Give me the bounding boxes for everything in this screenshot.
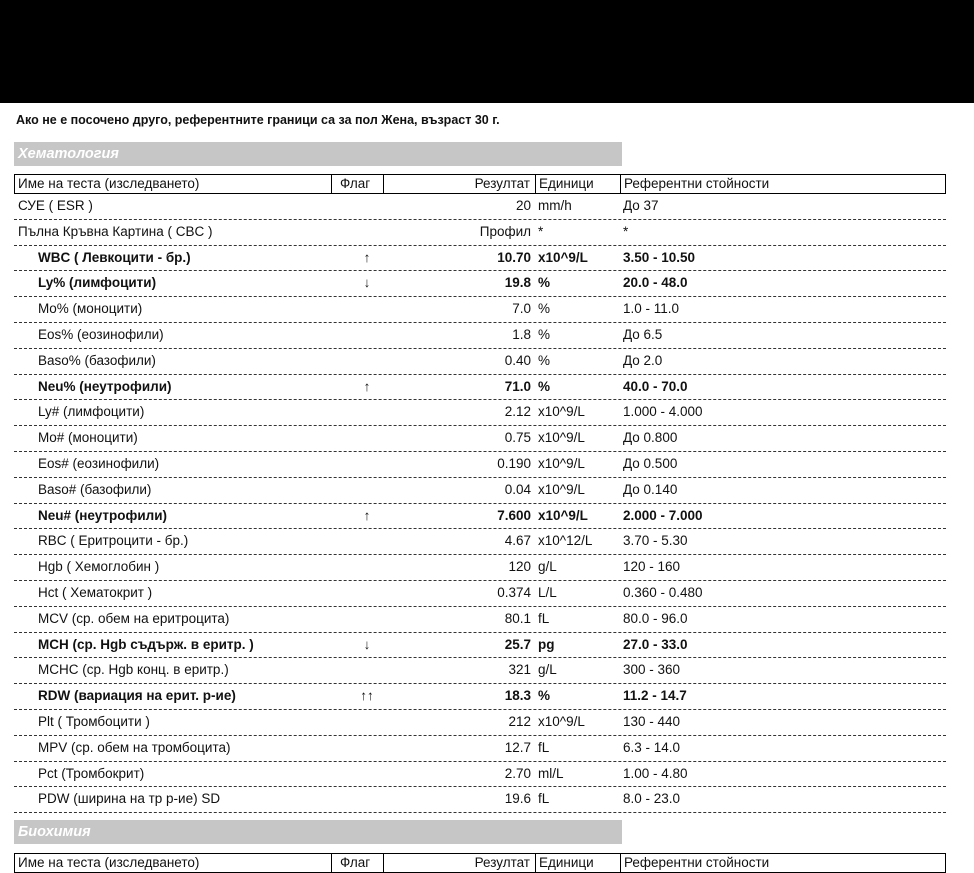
reference-range: 130 - 440	[623, 713, 681, 729]
reference-range: До 2.0	[623, 352, 663, 368]
result-value: 10.70	[497, 249, 531, 265]
test-name: Mo% (моноцити)	[38, 301, 143, 317]
result-value: 321	[508, 662, 531, 678]
result-value: 120	[508, 559, 531, 575]
unit-label: x10^9/L	[538, 249, 588, 265]
unit-label: L/L	[538, 584, 557, 600]
table-row	[14, 400, 946, 426]
table-row	[14, 323, 946, 349]
top-black-bar	[0, 0, 974, 103]
result-value: 4.67	[504, 533, 531, 549]
test-name: Plt ( Тромбоцити )	[38, 713, 150, 729]
column-divider	[535, 854, 536, 872]
table-row	[14, 581, 946, 607]
table-row	[14, 787, 946, 813]
table-row	[14, 297, 946, 323]
result-value: 71.0	[504, 378, 531, 394]
column-header-flag: Флаг	[340, 855, 371, 870]
unit-label: x10^9/L	[538, 713, 585, 729]
test-name: Pct (Тромбокрит)	[38, 765, 145, 781]
result-value: 0.40	[504, 352, 531, 368]
reference-range: 3.50 - 10.50	[623, 249, 696, 265]
table-row	[14, 736, 946, 762]
table-row	[14, 194, 946, 220]
unit-label: %	[538, 275, 551, 291]
table-row	[14, 426, 946, 452]
test-name: Пълна Кръвна Картина ( CBC )	[18, 223, 213, 239]
section-header-hematology: Хематология	[14, 142, 622, 166]
test-name: MCH (ср. Hgb съдърж. в еритр. )	[38, 636, 254, 652]
reference-range: 300 - 360	[623, 662, 681, 678]
column-divider	[331, 175, 332, 193]
test-name: WBC ( Левкоцити - бр.)	[38, 249, 191, 265]
unit-label: %	[538, 352, 551, 368]
column-divider	[331, 854, 332, 872]
reference-range: 20.0 - 48.0	[623, 275, 688, 291]
result-value: 0.374	[497, 584, 531, 600]
table-row	[14, 684, 946, 710]
reference-range: 40.0 - 70.0	[623, 378, 688, 394]
result-value: 2.70	[504, 765, 531, 781]
test-name: Neu# (неутрофили)	[38, 507, 168, 523]
test-name: MPV (ср. обем на тромбоцита)	[38, 739, 231, 755]
result-value: 19.6	[504, 791, 531, 807]
unit-label: x10^9/L	[538, 507, 588, 523]
unit-label: mm/h	[538, 198, 572, 213]
flag-arrow: ↑	[363, 249, 371, 265]
test-name: Hgb ( Хемоглобин )	[38, 559, 160, 575]
column-divider	[383, 175, 384, 193]
reference-range: До 6.5	[623, 326, 663, 342]
column-header-units: Единици	[539, 855, 594, 870]
result-value: 20	[515, 198, 531, 213]
unit-label: x10^9/L	[538, 404, 585, 420]
result-value: 25.7	[504, 636, 531, 652]
unit-label: *	[538, 223, 544, 239]
result-value: 80.1	[504, 610, 531, 626]
unit-label: x10^9/L	[538, 455, 585, 471]
result-value: 7.0	[512, 301, 531, 317]
reference-range: До 37	[623, 198, 659, 213]
column-divider	[383, 854, 384, 872]
table-row	[14, 375, 946, 401]
unit-label: pg	[538, 636, 555, 652]
unit-label: x10^9/L	[538, 430, 585, 446]
result-value: 1.8	[512, 326, 531, 342]
table-row	[14, 478, 946, 504]
unit-label: x10^12/L	[538, 533, 593, 549]
test-name: MCV (ср. обем на еритроцита)	[38, 610, 230, 626]
flag-arrow: ↑	[363, 378, 371, 394]
test-name: Ly% (лимфоцити)	[38, 275, 157, 291]
result-value: 2.12	[504, 404, 531, 420]
column-divider	[535, 175, 536, 193]
column-header-flag: Флаг	[340, 176, 371, 191]
test-name: Hct ( Хематокрит )	[38, 584, 153, 600]
result-value: 0.75	[504, 430, 531, 446]
table-row	[14, 762, 946, 788]
reference-range: 1.0 - 11.0	[623, 301, 680, 317]
table-row	[14, 220, 946, 246]
reference-range: 6.3 - 14.0	[623, 739, 681, 755]
table-body	[14, 194, 946, 813]
unit-label: fL	[538, 610, 550, 626]
section-header-biochemistry: Биохимия	[14, 820, 622, 844]
test-name: Eos# (еозинофили)	[38, 455, 160, 471]
flag-arrow: ↓	[363, 636, 371, 652]
reference-range: 11.2 - 14.7	[623, 688, 687, 704]
test-name: RDW (вариация на ерит. р-ие)	[38, 688, 236, 704]
table-row	[14, 504, 946, 530]
table-row	[14, 246, 946, 272]
test-name: MCHC (ср. Hgb конц. в еритр.)	[38, 662, 229, 678]
reference-range: 2.000 - 7.000	[623, 507, 703, 523]
unit-label: %	[538, 378, 551, 394]
table-row	[14, 607, 946, 633]
table-row	[14, 452, 946, 478]
unit-label: %	[538, 688, 551, 704]
unit-label: g/L	[538, 559, 557, 575]
reference-range: 3.70 - 5.30	[623, 533, 688, 549]
test-name: Eos% (еозинофили)	[38, 326, 164, 342]
test-name: RBC ( Еритроцити - бр.)	[38, 533, 189, 549]
table-header	[14, 174, 946, 194]
reference-range: 120 - 160	[623, 559, 681, 575]
result-value: 7.600	[497, 507, 531, 523]
test-name: Baso% (базофили)	[38, 352, 156, 368]
column-header-units: Единици	[539, 176, 594, 191]
reference-range: До 0.500	[623, 455, 678, 471]
unit-label: x10^9/L	[538, 481, 585, 497]
result-value: 0.04	[504, 481, 531, 497]
flag-arrow: ↑	[363, 507, 371, 523]
column-header-reference: Референтни стойности	[624, 176, 770, 191]
column-header-reference: Референтни стойности	[624, 855, 770, 870]
result-value: 12.7	[504, 739, 531, 755]
table-row	[14, 529, 946, 555]
column-header-name: Име на теста (изследването)	[18, 176, 200, 191]
biochemistry-table	[14, 853, 946, 873]
reference-range: 8.0 - 23.0	[623, 791, 681, 807]
reference-range: 27.0 - 33.0	[623, 636, 688, 652]
flag-arrow: ↑↑	[360, 688, 374, 704]
reference-range: До 0.800	[623, 430, 678, 446]
test-name: Baso# (базофили)	[38, 481, 152, 497]
reference-range: 1.00 - 4.80	[623, 765, 688, 781]
table-row	[14, 555, 946, 581]
table-header	[14, 853, 946, 873]
column-header-result: Резултат	[474, 855, 530, 870]
test-name: Mo# (моноцити)	[38, 430, 138, 446]
flag-arrow: ↓	[363, 275, 371, 291]
reference-range: До 0.140	[623, 481, 678, 497]
unit-label: ml/L	[538, 765, 564, 781]
unit-label: g/L	[538, 662, 557, 678]
unit-label: fL	[538, 739, 550, 755]
table-row	[14, 710, 946, 736]
test-name: СУЕ ( ESR )	[18, 198, 93, 213]
column-divider	[620, 175, 621, 193]
reference-range: *	[623, 223, 629, 239]
table-row	[14, 633, 946, 659]
result-value: 18.3	[504, 688, 531, 704]
reference-range: 0.360 - 0.480	[623, 584, 703, 600]
reference-note: Ако не е посочено друго, референтните граници са за пол Жена, възраст 30 г.	[16, 113, 500, 127]
table-row	[14, 271, 946, 297]
column-header-name: Име на теста (изследването)	[18, 855, 200, 870]
result-value: 212	[508, 713, 531, 729]
result-value: 0.190	[497, 455, 531, 471]
test-name: Ly# (лимфоцити)	[38, 404, 145, 420]
unit-label: %	[538, 301, 551, 317]
column-header-result: Резултат	[474, 176, 530, 191]
result-value: 19.8	[504, 275, 531, 291]
reference-range: 80.0 - 96.0	[623, 610, 688, 626]
unit-label: fL	[538, 791, 550, 807]
test-name: PDW (ширина на тр р-ие) SD	[38, 791, 221, 807]
hematology-table	[14, 174, 946, 813]
table-row	[14, 658, 946, 684]
result-value: Профил	[479, 223, 531, 239]
test-name: Neu% (неутрофили)	[38, 378, 172, 394]
unit-label: %	[538, 326, 551, 342]
table-row	[14, 349, 946, 375]
column-divider	[620, 854, 621, 872]
reference-range: 1.000 - 4.000	[623, 404, 703, 420]
